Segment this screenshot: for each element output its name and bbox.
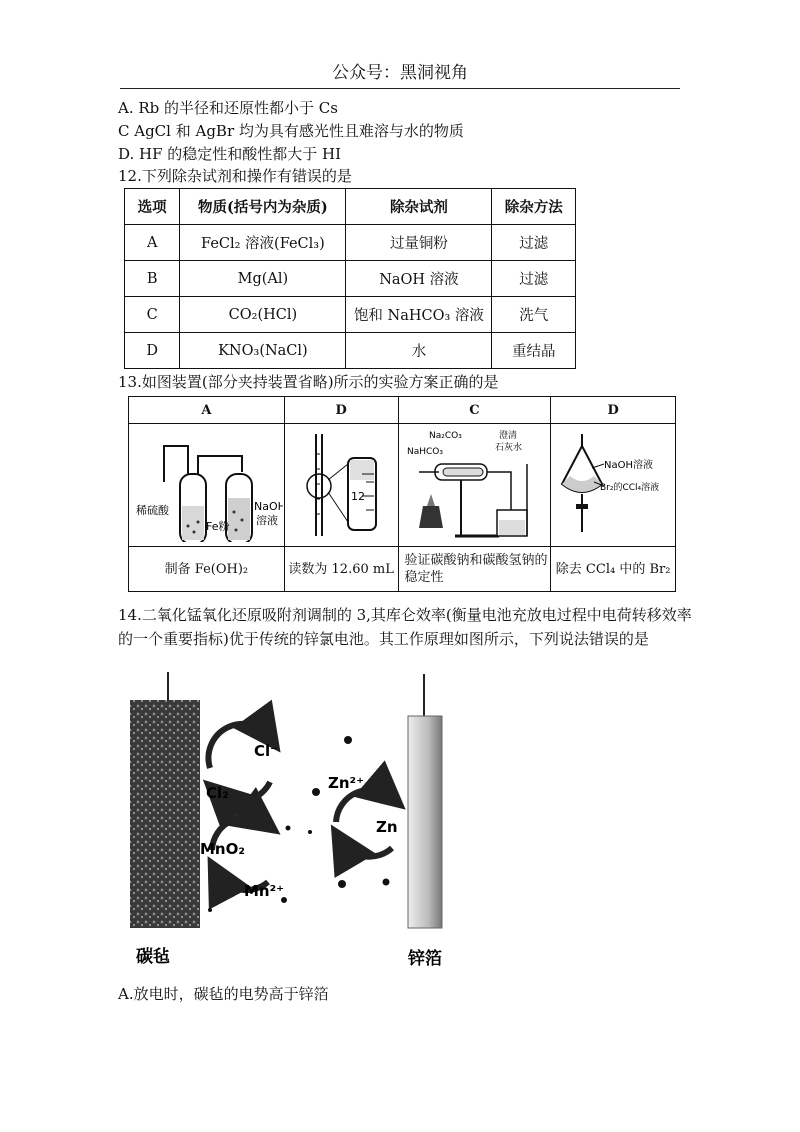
table-cell: Mg(Al) bbox=[180, 261, 346, 297]
limewater-label-1: 澄清 bbox=[499, 431, 518, 441]
carbonate-stability-figure bbox=[399, 424, 549, 542]
q13-table bbox=[128, 396, 676, 592]
q11-option-a: A. Rb 的半径和还原性都小于 Cs bbox=[118, 99, 338, 117]
manganese-ion-label: Mn²⁺ bbox=[244, 882, 285, 900]
table-row bbox=[125, 261, 576, 297]
zinc-foil-label: 锌箔 bbox=[408, 949, 442, 969]
burette-reading-figure bbox=[286, 424, 397, 542]
q13-stem: 13.如图装置(部分夹持装置省略)所示的实验方案正确的是 bbox=[118, 373, 499, 391]
q12-table bbox=[124, 188, 576, 369]
battery-principle-figure bbox=[120, 672, 460, 977]
table-cell: 水 bbox=[346, 333, 492, 369]
table-cell: C bbox=[125, 297, 180, 333]
table-header-row bbox=[125, 189, 576, 225]
table-cell: 过量铜粉 bbox=[346, 225, 492, 261]
apparatus-d bbox=[551, 424, 676, 547]
table-row bbox=[129, 424, 676, 547]
table-cell: 验证碳酸钠和碳酸氢钠的稳定性 bbox=[398, 547, 551, 592]
table-row bbox=[125, 297, 576, 333]
table-cell: 读数为 12.60 mL bbox=[284, 547, 398, 592]
dilute-sulfuric-acid-label: 稀硫酸 bbox=[135, 504, 169, 517]
br2-ccl4-label: Br₂的CCl₄溶液 bbox=[600, 483, 660, 493]
limewater-label-2: 石灰水 bbox=[495, 443, 523, 453]
mno2-label: MnO₂ bbox=[200, 840, 245, 858]
q14-stem: 14.二氧化锰氧化还原吸附剂调制的 3,其库仑效率(衡量电池充放电过程中电荷转移效率的一个重要指标)优于传统的锌氯电池。其工作原理如图所示，下列说法错误的是 bbox=[118, 606, 692, 648]
table-cell: 过滤 bbox=[492, 261, 576, 297]
table-header-row bbox=[129, 397, 676, 424]
table-cell: B bbox=[125, 261, 180, 297]
separatory-funnel-figure bbox=[552, 424, 674, 542]
table-cell: A bbox=[125, 225, 180, 261]
table-header: 选项 bbox=[125, 189, 180, 225]
zinc-label: Zn bbox=[376, 818, 398, 836]
header-divider bbox=[120, 88, 680, 89]
table-cell: 制备 Fe(OH)₂ bbox=[129, 547, 285, 592]
table-row bbox=[129, 547, 676, 592]
table-cell: 重结晶 bbox=[492, 333, 576, 369]
fe-oh2-apparatus-figure bbox=[130, 424, 283, 542]
naoh-label: NaOH bbox=[253, 500, 283, 513]
burette-mark-12: 12 bbox=[350, 490, 365, 503]
zinc-ion-label: Zn²⁺ bbox=[328, 774, 365, 792]
table-cell: 过滤 bbox=[492, 225, 576, 261]
table-cell: 除去 CCl₄ 中的 Br₂ bbox=[551, 547, 676, 592]
carbon-felt-label: 碳毡 bbox=[136, 947, 170, 967]
table-cell: NaOH 溶液 bbox=[346, 261, 492, 297]
apparatus-b bbox=[284, 424, 398, 547]
table-header: D bbox=[284, 397, 398, 424]
q14-option-a: A.放电时，碳毡的电势高于锌箔 bbox=[118, 985, 329, 1003]
table-header: 物质(括号内为杂质) bbox=[180, 189, 346, 225]
nahco3-label: NaHCO₃ bbox=[407, 447, 444, 457]
chloride-ion-label: Cl⁻ bbox=[254, 742, 279, 760]
table-cell: 饱和 NaHCO₃ 溶液 bbox=[346, 297, 492, 333]
table-cell: D bbox=[125, 333, 180, 369]
table-cell: FeCl₂ 溶液(FeCl₃) bbox=[180, 225, 346, 261]
table-cell: CO₂(HCl) bbox=[180, 297, 346, 333]
fe-powder-label: Fe粉 bbox=[205, 520, 230, 533]
table-header: 除杂方法 bbox=[492, 189, 576, 225]
page-header: 公众号：黑洞视角 bbox=[332, 63, 468, 83]
apparatus-c bbox=[398, 424, 551, 547]
table-header: C bbox=[398, 397, 551, 424]
table-row bbox=[125, 333, 576, 369]
zinc-foil-electrode bbox=[408, 716, 442, 928]
table-cell: 洗气 bbox=[492, 297, 576, 333]
q12-stem: 12.下列除杂试剂和操作有错误的是 bbox=[118, 167, 352, 185]
q11-option-c: C AgCl 和 AgBr 均为具有感光性且难溶与水的物质 bbox=[118, 122, 464, 140]
q11-option-d: D. HF 的稳定性和酸性都大于 HI bbox=[118, 145, 342, 163]
table-row bbox=[125, 225, 576, 261]
chlorine-label: Cl₂ bbox=[206, 784, 229, 802]
apparatus-a bbox=[129, 424, 285, 547]
table-header: A bbox=[129, 397, 285, 424]
na2co3-label: Na₂CO₃ bbox=[429, 431, 463, 441]
table-cell: KNO₃(NaCl) bbox=[180, 333, 346, 369]
carbon-felt-electrode bbox=[130, 700, 200, 928]
table-header: 除杂试剂 bbox=[346, 189, 492, 225]
table-header: D bbox=[551, 397, 676, 424]
naoh-solution-label: NaOH溶液 bbox=[604, 460, 654, 471]
solution-label: 溶液 bbox=[255, 514, 278, 527]
